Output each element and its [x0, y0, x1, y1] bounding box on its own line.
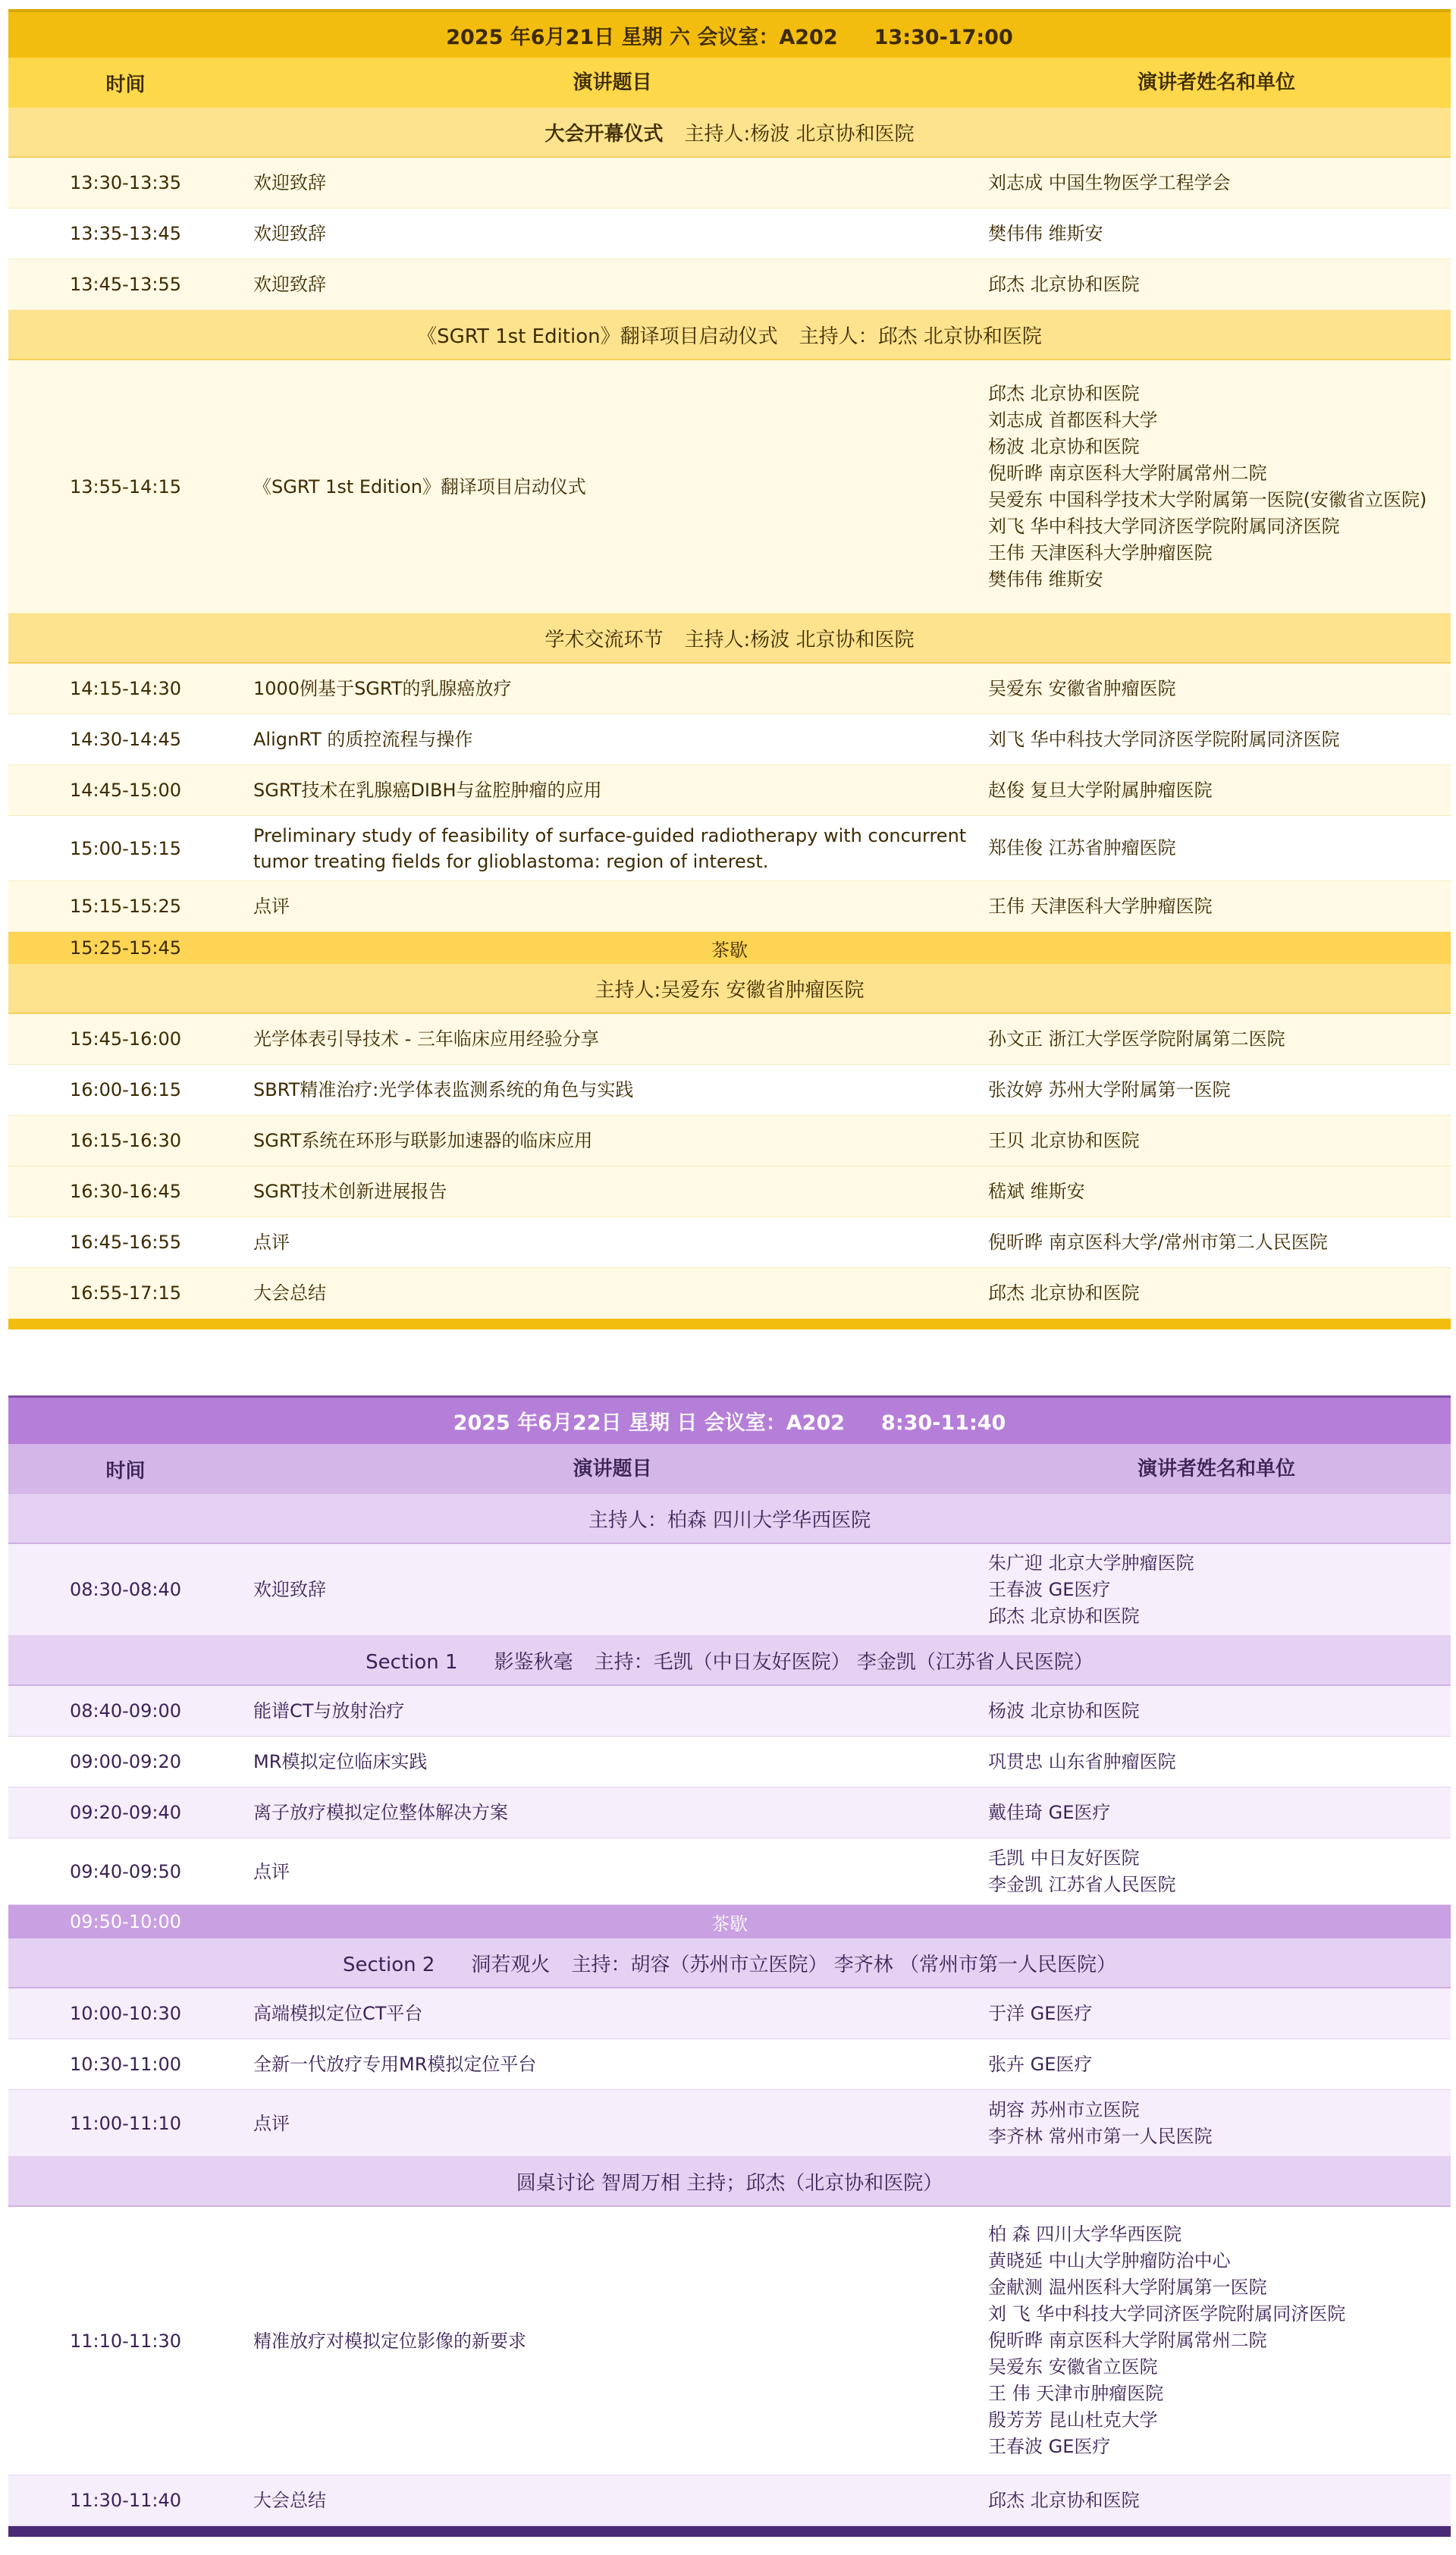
row-speaker: 杨波 北京协和医院: [988, 1700, 1140, 1722]
row-time: 11:10-11:30: [70, 2330, 181, 2352]
row-speaker: 嵇斌 维斯安: [988, 1180, 1085, 1202]
speaker-line: 王春波 GE医疗: [988, 1578, 1111, 1600]
section-sgrt-launch: [8, 310, 1451, 360]
speaker-line: 吴爱东 安徽省立医院: [988, 2356, 1158, 2378]
speaker-line: 李金凯 江苏省人民医院: [988, 1873, 1176, 1895]
row-speaker-list: [982, 2221, 1451, 2460]
row-topic: 欢迎致辞: [253, 172, 326, 193]
speaker-line: 金献测 温州医科大学附属第一医院: [988, 2277, 1267, 2298]
row-time: 09:00-09:20: [70, 1751, 181, 1772]
speaker-line: 柏 森 四川大学华西医院: [988, 2224, 1182, 2245]
section-title: [8, 321, 1451, 349]
speaker-line: 倪昕晔 南京医科大学附属常州二院: [988, 2330, 1267, 2351]
speaker-line: 刘飞 华中科技大学同济医学院附属同济医院: [988, 515, 1340, 537]
speaker-line: 李齐林 常州市第一人民医院: [988, 2125, 1213, 2147]
section-host: 主持人:吴爱东 安徽省肿瘤医院: [595, 978, 864, 1002]
section-host: 主持人：柏森 四川大学华西医院: [588, 1508, 871, 1532]
row-time: 13:45-13:55: [70, 274, 181, 295]
section-academic-title: 学术交流环节: [544, 628, 664, 651]
section-title: [8, 118, 1451, 146]
row-topic: 点评: [253, 896, 290, 917]
col-header-topic: 演讲题目: [573, 1458, 652, 1480]
day2-title-bar: [8, 1395, 1451, 1444]
row-topic: 欢迎致辞: [253, 223, 326, 244]
row-time: 16:30-16:45: [70, 1181, 181, 1202]
speaker-line: 黄晓延 中山大学肿瘤防治中心: [988, 2250, 1231, 2271]
table-row: [8, 1065, 1451, 1116]
row-time: 16:45-16:55: [70, 1232, 181, 1253]
table-row: [8, 816, 1451, 881]
section-academic: [8, 614, 1451, 664]
row-time: 13:55-14:15: [70, 476, 181, 498]
row-topic: SGRT技术创新进展报告: [253, 1181, 447, 1202]
row-time: 10:30-11:00: [70, 2054, 181, 2075]
row-topic: 全新一代放疗专用MR模拟定位平台: [253, 2054, 537, 2075]
table-row: [8, 1116, 1451, 1166]
col-header-time: 时间: [105, 1459, 146, 1483]
section-host: 主持人:杨波 北京协和医院: [684, 122, 915, 146]
row-topic: SGRT系统在环形与联影加速器的临床应用: [253, 1130, 593, 1151]
row-time: 15:00-15:15: [70, 837, 181, 859]
section-roundtable: [8, 2157, 1451, 2207]
row-topic: 高端模拟定位CT平台: [253, 2003, 423, 2024]
row-topic: 精准放疗对模拟定位影像的新要求: [253, 2330, 526, 2352]
section-title: [8, 1949, 1451, 1977]
table-row: [8, 881, 1451, 932]
section-opening: [8, 108, 1451, 158]
speaker-line: 胡容 苏州市立医院: [988, 2098, 1140, 2120]
row-speaker-list: [982, 2097, 1451, 2150]
speaker-line: 王伟 天津医科大学肿瘤医院: [988, 541, 1213, 563]
tea-break-label: 茶歇: [711, 1913, 748, 1935]
row-time: 15:15-15:25: [70, 896, 181, 917]
row-time: 08:40-09:00: [70, 1700, 181, 1722]
table-row: [8, 1217, 1451, 1268]
table-row: [8, 1014, 1451, 1065]
row-speaker: 邱杰 北京协和医院: [988, 2489, 1140, 2511]
row-time: 15:45-16:00: [70, 1028, 181, 1050]
day2-date-room: 2025 年6月22日 星期 日 会议室：A202: [453, 1411, 846, 1435]
section-host2: [8, 964, 1451, 1014]
table-row: [8, 2475, 1451, 2526]
section-title: [8, 624, 1451, 652]
day1-time-range: 13:30-17:00: [874, 25, 1013, 49]
row-speaker: 王贝 北京协和医院: [988, 1129, 1140, 1151]
row-speaker-list: [982, 381, 1451, 593]
section-label: Section 1: [366, 1650, 458, 1674]
section-label: Section 2: [343, 1953, 435, 1976]
row-speaker: 赵俊 复旦大学附属肿瘤医院: [988, 779, 1213, 801]
section-host: 主持人:杨波 北京协和医院: [684, 628, 915, 651]
row-topic: 点评: [253, 2112, 290, 2134]
speaker-line: 王春波 GE医疗: [988, 2436, 1111, 2457]
section-theme: 影鉴秋毫: [494, 1650, 573, 1674]
table-row: [8, 1737, 1451, 1788]
row-time: 14:30-14:45: [70, 729, 181, 750]
row-speaker: 王伟 天津医科大学肿瘤医院: [988, 895, 1213, 917]
table-row: [8, 1166, 1451, 1217]
table-row: [8, 714, 1451, 765]
row-topic: 光学体表引导技术 - 三年临床应用经验分享: [253, 1028, 599, 1050]
row-time: 11:30-11:40: [70, 2490, 181, 2511]
col-header-speaker: 演讲者姓名和单位: [1137, 71, 1295, 94]
row-time: 11:00-11:10: [70, 2112, 181, 2134]
schedule-day1: [8, 9, 1451, 1329]
row-speaker: 戴佳琦 GE医疗: [988, 1801, 1111, 1823]
col-header-speaker: 演讲者姓名和单位: [1137, 1457, 1295, 1480]
row-topic: 欢迎致辞: [253, 1579, 326, 1600]
row-topic: AlignRT 的质控流程与操作: [253, 729, 473, 750]
row-speaker: 邱杰 北京协和医院: [988, 273, 1140, 295]
row-speaker-list: [982, 1550, 1451, 1630]
row-time: 09:40-09:50: [70, 1860, 181, 1882]
day2-end-bar: [8, 2526, 1451, 2537]
speaker-line: 吴爱东 中国科学技术大学附属第一医院(安徽省立医院): [988, 488, 1427, 510]
row-time: 14:15-14:30: [70, 678, 181, 699]
section-title: [8, 1646, 1451, 1675]
row-topic: 离子放疗模拟定位整体解决方案: [253, 1802, 508, 1823]
row-topic: 点评: [253, 1860, 290, 1882]
row-time: 10:00-10:30: [70, 2003, 181, 2024]
day1-title-bar: [8, 9, 1451, 58]
row-time: 13:35-13:45: [70, 223, 181, 244]
row-topic: 大会总结: [253, 1282, 326, 1304]
col-header-topic: 演讲题目: [573, 71, 652, 94]
speaker-line: 杨波 北京协和医院: [988, 435, 1140, 457]
table-row: [8, 360, 1451, 614]
row-topic: 能谱CT与放射治疗: [253, 1700, 405, 1722]
table-row: [8, 1268, 1451, 1319]
table-row: [8, 765, 1451, 816]
row-speaker: 巩贯忠 山东省肿瘤医院: [988, 1750, 1176, 1772]
schedule-day2: [8, 1395, 1451, 2537]
table-row: [8, 664, 1451, 714]
day2-time-range: 8:30-11:40: [881, 1411, 1006, 1435]
col-header-time: 时间: [105, 73, 146, 96]
row-topic: 《SGRT 1st Edition》翻译项目启动仪式: [253, 476, 586, 498]
day1-date-room: 2025 年6月21日 星期 六 会议室：A202: [446, 25, 838, 49]
table-row: [8, 1838, 1451, 1905]
speaker-line: 刘志成 首都医科大学: [988, 409, 1158, 431]
speaker-line: 倪昕晔 南京医科大学附属常州二院: [988, 462, 1267, 484]
table-row: [8, 158, 1451, 209]
section-opening-title: 大会开幕仪式: [544, 122, 664, 146]
row-time: 13:30-13:35: [70, 172, 181, 193]
row-speaker: 刘志成 中国生物医学工程学会: [988, 171, 1231, 193]
table-row: [8, 2039, 1451, 2090]
row-speaker: 倪昕晔 南京医科大学/常州市第二人民医院: [988, 1231, 1328, 1253]
row-topic: SGRT技术在乳腺癌DIBH与盆腔肿瘤的应用: [253, 780, 602, 801]
row-speaker-list: [982, 1845, 1451, 1898]
row-time: 16:55-17:15: [70, 1282, 181, 1304]
day1-title: [8, 20, 1451, 50]
section-sgrt-title: 《SGRT 1st Edition》翻译项目启动仪式: [417, 325, 778, 348]
row-topic: 大会总结: [253, 2490, 326, 2511]
day1-end-bar: [8, 1319, 1451, 1329]
speaker-line: 毛凯 中日友好医院: [988, 1847, 1140, 1869]
row-time: 08:30-08:40: [70, 1579, 181, 1600]
table-row: [8, 2090, 1451, 2157]
speaker-line: 邱杰 北京协和医院: [988, 1605, 1140, 1627]
row-speaker: 张汝婷 苏州大学附属第一医院: [988, 1078, 1231, 1100]
speaker-line: 朱广迎 北京大学肿瘤医院: [988, 1552, 1194, 1574]
section-host-day2: [8, 1494, 1451, 1544]
row-topic: 1000例基于SGRT的乳腺癌放疗: [253, 678, 512, 699]
tea-break-label: 茶歇: [711, 939, 748, 961]
section-host: 主持：毛凯（中日友好医院） 李金凯（江苏省人民医院）: [594, 1650, 1094, 1674]
row-speaker: 郑佳俊 江苏省肿瘤医院: [988, 837, 1176, 858]
row-topic: Preliminary study of feasibility of surface-guided radiotherapy with concurrent tumor treating fields for glioblastoma: region of interest.: [253, 824, 967, 872]
row-speaker: 邱杰 北京协和医院: [988, 1282, 1140, 1304]
row-speaker: 刘飞 华中科技大学同济医学院附属同济医院: [988, 728, 1340, 750]
table-row: [8, 1544, 1451, 1636]
section-host: 主持：胡容（苏州市立医院） 李齐林 （常州市第一人民医院）: [571, 1953, 1116, 1976]
row-speaker: 吴爱东 安徽省肿瘤医院: [988, 677, 1176, 699]
day1-column-header: [8, 58, 1451, 108]
tea-break-time: 09:50-10:00: [70, 1911, 181, 1932]
row-topic: SBRT精准治疗:光学体表监测系统的角色与实践: [253, 1079, 634, 1100]
speaker-line: 樊伟伟 维斯安: [988, 568, 1103, 590]
row-topic: MR模拟定位临床实践: [253, 1751, 428, 1772]
row-speaker: 于洋 GE医疗: [988, 2002, 1093, 2024]
row-time: 09:20-09:40: [70, 1802, 181, 1823]
tea-break-time: 15:25-15:45: [70, 937, 181, 959]
table-row: [8, 209, 1451, 259]
speaker-line: 殷芳芳 昆山杜克大学: [988, 2409, 1158, 2431]
row-speaker: 樊伟伟 维斯安: [988, 222, 1103, 244]
day2-title: [8, 1406, 1451, 1436]
table-row: [8, 1988, 1451, 2039]
tea-break-row: [8, 1905, 1451, 1938]
section-title: 圆桌讨论 智周万相 主持；邱杰（北京协和医院）: [516, 2171, 943, 2195]
speaker-line: 刘 飞 华中科技大学同济医学院附属同济医院: [988, 2303, 1346, 2324]
table-row: [8, 259, 1451, 310]
tea-break-row: [8, 932, 1451, 964]
row-time: 14:45-15:00: [70, 780, 181, 801]
row-topic: 点评: [253, 1232, 290, 1253]
row-time: 16:00-16:15: [70, 1079, 181, 1100]
row-topic: 欢迎致辞: [253, 274, 326, 295]
speaker-line: 邱杰 北京协和医院: [988, 382, 1140, 404]
row-speaker: 孙文正 浙江大学医学院附属第二医院: [988, 1028, 1285, 1050]
speaker-line: 王 伟 天津市肿瘤医院: [988, 2383, 1164, 2404]
section-1: [8, 1636, 1451, 1686]
section-2: [8, 1938, 1451, 1988]
section-theme: 洞若观火: [471, 1953, 551, 1976]
day2-column-header: [8, 1444, 1451, 1494]
table-row: [8, 1788, 1451, 1838]
table-row: [8, 2207, 1451, 2475]
table-row: [8, 1686, 1451, 1737]
section-host: 主持人：邱杰 北京协和医院: [799, 325, 1042, 348]
row-speaker: 张卉 GE医疗: [988, 2053, 1093, 2075]
row-time: 16:15-16:30: [70, 1130, 181, 1151]
